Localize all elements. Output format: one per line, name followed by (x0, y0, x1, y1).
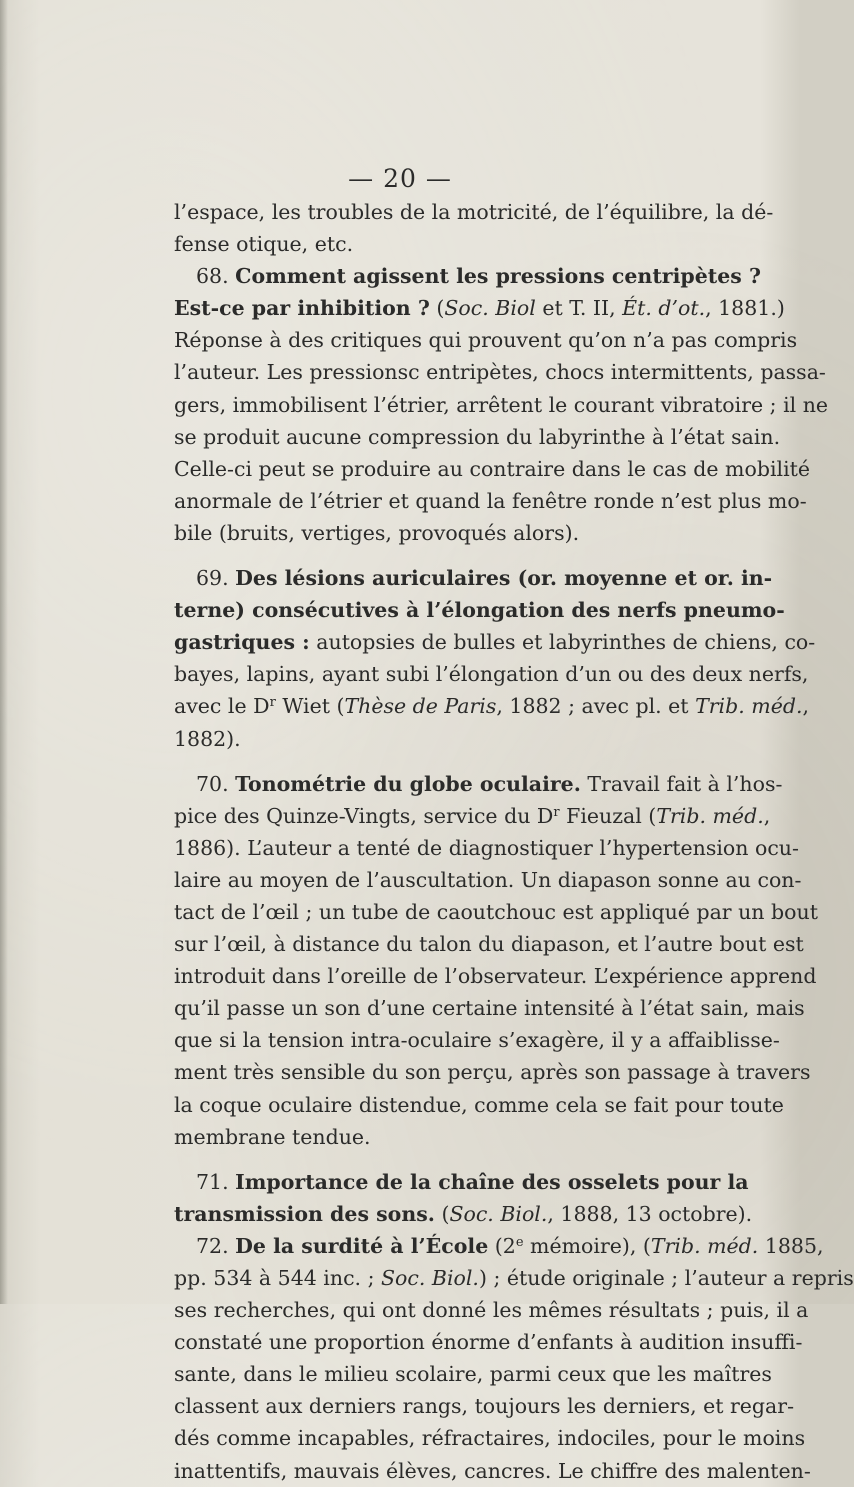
body-text: ( (429, 296, 445, 321)
body-text: et T. II, (535, 296, 623, 321)
body-text: dés comme incapables, réfractaires, indociles, pour le moins (174, 1426, 806, 1451)
text-line (174, 292, 785, 324)
italic-citation-text: Trib. méd. (650, 1233, 759, 1258)
page-number: — 20 — (348, 164, 452, 193)
text-line (174, 324, 798, 356)
text-line (174, 1262, 854, 1294)
italic-citation-text: Soc. Biol. (381, 1266, 479, 1290)
text-line (174, 864, 802, 896)
body-text: bayes, lapins, ayant subi l’élongation d’un ou des deux nerfs, (174, 662, 809, 687)
paragraph-gap (174, 755, 736, 768)
body-text: autopsies de bulles et labyrinthes de chiens, co- (309, 630, 816, 655)
text-line (174, 960, 817, 992)
body-text: introduit dans l’oreille de l’observateur. L’expérience apprend (174, 964, 817, 989)
body-text: ment très sensible du son perçu, après son passage à travers (174, 1060, 811, 1085)
body-text: 1885, (758, 1233, 824, 1258)
text-line (174, 1358, 772, 1390)
italic-citation-text: Ét. d’ot. (622, 296, 706, 321)
text-line (174, 690, 810, 722)
bold-heading-text: terne) consécutives à l’élongation des nerfs pneumo- (174, 598, 785, 623)
text-line (174, 389, 829, 421)
paragraph-item-68 (174, 260, 829, 549)
body-text: Celle-ci peut se produire au contraire dans le cas de mobilité (174, 456, 810, 481)
body-text: laire au moyen de l’auscultation. Un diapason sonne au con- (174, 867, 802, 892)
text-line (174, 1121, 736, 1153)
text-line (174, 196, 774, 228)
italic-citation-text: Soc. Biol (444, 296, 536, 321)
bold-heading-text: Tonométrie du globe oculaire. (235, 771, 581, 796)
body-text: 69. (196, 566, 236, 591)
bold-heading-text: Importance de la chaîne des osselets pour la (235, 1169, 749, 1194)
text-line (174, 1390, 795, 1422)
italic-citation-text: Trib. méd. (656, 803, 764, 828)
body-text: Fieuzal ( (559, 803, 657, 828)
body-text: , 1882 ; avec pl. et (496, 694, 696, 719)
text-line (174, 1024, 780, 1056)
text-line (174, 485, 807, 517)
superscript-text: e (515, 1234, 524, 1250)
text-line (174, 928, 804, 960)
text-line (174, 1422, 806, 1454)
text-line (174, 658, 809, 690)
body-text: sante, dans le milieu scolaire, parmi ceux que les maîtres (174, 1362, 772, 1387)
body-text: gers, immobilisent l’étrier, arrêtent le courant vibratoire ; il ne (174, 392, 829, 417)
body-text: 70. (196, 771, 236, 796)
text-line (174, 768, 783, 800)
body-text: (2 (488, 1233, 516, 1258)
body-text: Wiet ( (275, 694, 345, 719)
text-line (174, 832, 799, 864)
paragraph-gap (174, 1153, 736, 1166)
body-text: la coque oculaire distendue, comme cela se fait pour toute (174, 1092, 784, 1117)
text-line (174, 992, 805, 1024)
paragraph-intro (174, 196, 774, 260)
body-text: fense otique, etc. (174, 232, 354, 257)
text-line (174, 626, 816, 658)
text-line (174, 453, 810, 485)
body-text: se produit aucune compression du labyrinthe à l’état sain. (174, 424, 781, 449)
text-line (174, 1455, 811, 1487)
body-text: inattentifs, mauvais élèves, cancres. Le chiffre des malenten- (174, 1458, 811, 1483)
body-text: ses recherches, qui ont donné les mêmes résultats ; puis, il a (174, 1298, 809, 1323)
body-text: sur l’œil, à distance du talon du diapason, et l’autre bout est (174, 932, 804, 957)
superscript-text: r (269, 695, 276, 711)
body-text: , 1888, 13 octobre). (547, 1201, 753, 1226)
text-line (174, 896, 818, 928)
body-text: bile (bruits, vertiges, provoqués alors). (174, 520, 580, 545)
body-text: constaté une proportion énorme d’enfants à audition insuffi- (174, 1330, 803, 1355)
paragraph-item-71 (174, 1166, 753, 1230)
body-text: 1886). L’auteur a tenté de diagnostiquer l’hypertension ocu- (174, 835, 799, 860)
body-text: pice des Quinze-Vingts, service du D (174, 803, 554, 828)
body-text: qu’il passe un son d’une certaine intensité à l’état sain, mais (174, 996, 805, 1021)
italic-citation-text: Soc. Biol. (449, 1201, 548, 1226)
body-text: , (763, 803, 771, 828)
text-line (174, 1056, 811, 1088)
text-line (174, 356, 826, 388)
bold-heading-text: Des lésions auriculaires (or. moyenne et or. in- (235, 566, 773, 591)
page-body (174, 196, 854, 1487)
body-text: 71. (196, 1169, 236, 1194)
paragraph-item-72 (174, 1230, 854, 1487)
body-text: Réponse à des critiques qui prouvent qu’on n’a pas compris (174, 328, 798, 353)
text-line (174, 260, 761, 292)
body-text: 1882). (174, 726, 241, 751)
italic-citation-text: Thèse de Paris (344, 694, 497, 719)
italic-citation-text: Trib. méd. (695, 694, 803, 719)
text-line (174, 723, 736, 755)
body-text: anormale de l’étrier et quand la fenêtre ronde n’est plus mo- (174, 488, 807, 513)
body-text: classent aux derniers rangs, toujours les derniers, et regar- (174, 1394, 795, 1419)
superscript-text: r (553, 804, 560, 820)
text-line (174, 800, 771, 832)
body-text: , 1881.) (705, 296, 785, 321)
paragraph-item-70 (174, 768, 818, 1153)
text-line (174, 517, 736, 549)
bold-heading-text: Est-ce par inhibition ? (174, 296, 430, 321)
page-spine-shadow (0, 0, 8, 1304)
body-text: Travail fait à l’hos- (580, 771, 783, 796)
bold-heading-text: Comment agissent les pressions centripètes ? (235, 264, 761, 289)
bold-heading-text: transmission des sons. (174, 1201, 435, 1226)
paragraph-gap (174, 549, 736, 562)
text-line (174, 562, 773, 594)
body-text: membrane tendue. (174, 1124, 371, 1149)
body-text: ) ; étude originale ; l’auteur a repris (478, 1266, 854, 1290)
text-line (174, 1230, 824, 1262)
body-text: 68. (196, 264, 236, 289)
text-line (174, 594, 785, 626)
text-line (174, 1294, 809, 1326)
body-text: l’auteur. Les pressionsc entripètes, chocs intermittents, passa- (174, 360, 826, 385)
body-text: l’espace, les troubles de la motricité, de l’équilibre, la dé- (174, 200, 774, 224)
bold-heading-text: gastriques : (174, 630, 310, 655)
body-text: tact de l’œil ; un tube de caoutchouc est appliqué par un bout (174, 899, 818, 924)
body-text: , (802, 694, 810, 719)
text-line (174, 1166, 749, 1198)
text-line (174, 421, 781, 453)
text-line (174, 1198, 753, 1230)
body-text: mémoire), ( (523, 1233, 651, 1258)
text-line (174, 228, 736, 260)
body-text: ( (434, 1201, 450, 1226)
body-text: 72. (196, 1233, 236, 1258)
text-line (174, 1089, 784, 1121)
text-line (174, 1326, 803, 1358)
body-text: avec le D (174, 694, 270, 719)
bold-heading-text: De la surdité à l’École (235, 1233, 489, 1258)
paragraph-item-69 (174, 562, 816, 755)
body-text: pp. 534 à 544 inc. ; (174, 1266, 382, 1290)
body-text: que si la tension intra-oculaire s’exagère, il y a affaiblisse- (174, 1028, 780, 1053)
